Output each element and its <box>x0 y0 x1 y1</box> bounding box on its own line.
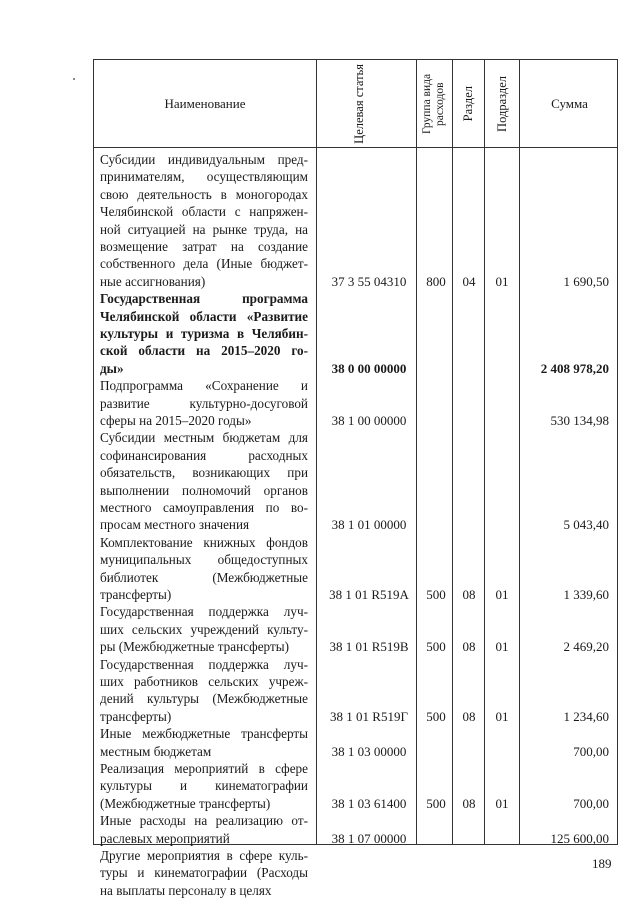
row-subsection: 01 <box>495 273 509 289</box>
row-name <box>100 603 308 655</box>
row-name-line: Субсидии индивидуальным пред- <box>100 152 308 167</box>
row-sum: 2 408 978,20 <box>540 360 609 376</box>
row-subsection: 01 <box>495 795 509 811</box>
row-name-line: Комплектование книжных фондов <box>100 534 308 550</box>
row-sum: 700,00 <box>573 743 609 759</box>
row-name-line: ших работников сельских учреж- <box>100 674 308 689</box>
row-name-line: трансферты) <box>100 587 172 603</box>
row-name <box>100 377 308 429</box>
row-name-line: Государственная поддержка луч- <box>100 656 308 672</box>
header-name-label: Наименование <box>164 96 246 111</box>
row-group: 500 <box>426 795 446 811</box>
row-code: 38 0 00 00000 <box>331 360 407 376</box>
row-name-line: на выплаты персоналу в целях <box>100 882 272 898</box>
row-section: 04 <box>462 273 476 289</box>
row-sum: 1 690,50 <box>563 273 609 289</box>
row-name <box>100 812 308 847</box>
row-name-line: трансферты) <box>100 708 172 724</box>
row-subsection: 01 <box>495 639 509 655</box>
row-name-line: Иные межбюджетные трансферты <box>100 726 308 742</box>
row-name-line: раслевых мероприятий <box>100 830 230 846</box>
row-name-line: выполнении полномочий органов <box>100 482 308 498</box>
row-name-line: (Межбюджетные трансферты) <box>100 795 271 811</box>
row-sum: 1 339,60 <box>563 586 609 602</box>
row-group: 500 <box>426 708 446 724</box>
table-row <box>94 847 617 899</box>
row-name <box>100 656 308 726</box>
table-row <box>94 290 617 377</box>
row-code: 38 1 03 61400 <box>331 795 407 811</box>
row-name-line: культуры и туризма в Челябин- <box>100 326 308 341</box>
row-sum: 1 234,60 <box>563 708 609 724</box>
row-group: 500 <box>426 586 446 602</box>
row-subsection: 01 <box>495 708 509 724</box>
row-name-line: принимателям, осуществляющим <box>100 169 308 185</box>
row-name-line: Другие мероприятия в сфере куль- <box>100 848 308 863</box>
row-sum: 5 043,40 <box>563 517 609 533</box>
table-row <box>94 812 617 847</box>
row-name-line: ры (Межбюджетные трансферты) <box>100 639 289 655</box>
header-group <box>417 60 452 148</box>
row-section: 08 <box>462 795 476 811</box>
row-code: 38 1 00 00000 <box>331 412 407 428</box>
row-sum: 2 469,20 <box>563 639 609 655</box>
table-row <box>94 377 617 429</box>
table-header <box>94 60 617 148</box>
row-name-line: сферы на 2015–2020 годы» <box>100 413 252 428</box>
row-section: 08 <box>462 708 476 724</box>
row-code: 38 1 03 00000 <box>331 743 407 759</box>
row-name-line: Государственная программа <box>100 291 308 307</box>
page-number: 189 <box>592 856 612 871</box>
header-section <box>453 60 484 148</box>
row-name-line: местным бюджетам <box>100 743 212 759</box>
row-name-line: софинансирования расходных <box>100 447 308 463</box>
row-code: 38 1 01 R519А <box>329 586 409 602</box>
header-section-label: Раздел <box>461 86 475 122</box>
scan-speck <box>73 78 75 80</box>
row-name-line: Челябинской области с напряжен- <box>100 204 308 220</box>
table-row <box>94 760 617 812</box>
header-subsection-label: Подраздел <box>494 76 509 132</box>
row-name-line: Челябинской области «Развитие <box>100 308 308 324</box>
header-name <box>94 60 316 148</box>
row-name-line: собственного дела (Иные бюджет- <box>100 256 308 272</box>
row-name-line: муниципальных общедоступных <box>100 552 308 568</box>
header-sum <box>520 60 619 148</box>
row-code: 38 1 07 00000 <box>331 830 407 846</box>
row-name-line: развитие культурно-досуговой <box>100 395 308 411</box>
header-code-label: Целевая статья <box>351 64 366 144</box>
row-name-line: туры и кинематографии (Расходы <box>100 865 308 881</box>
row-code: 37 3 55 04310 <box>331 273 407 289</box>
row-sum: 700,00 <box>573 795 609 811</box>
row-name-line: культуры и кинематографии <box>100 778 308 794</box>
row-name-line: Иные расходы на реализацию от- <box>100 813 308 829</box>
row-section: 08 <box>462 639 476 655</box>
row-sum: 125 600,00 <box>550 830 609 846</box>
table-row <box>94 429 617 533</box>
row-name-line: ших сельских учреждений культу- <box>100 621 308 637</box>
row-name-line: возмещение затрат на создание <box>100 239 308 255</box>
row-group: 500 <box>426 639 446 655</box>
row-name <box>100 847 308 899</box>
row-name <box>100 725 308 760</box>
row-name-line: дений культуры (Межбюджетные <box>100 691 308 707</box>
row-name-line: Субсидии местным бюджетам для <box>100 430 308 446</box>
row-name-line: ды» <box>100 360 124 376</box>
row-name-line: обязательств, возникающих при <box>100 465 308 481</box>
table-row <box>94 725 617 760</box>
header-sum-label: Сумма <box>551 96 588 111</box>
row-name-line: ные ассигнования) <box>100 273 206 289</box>
row-name <box>100 290 308 377</box>
table-row <box>94 603 617 655</box>
row-code: 38 1 01 00000 <box>331 517 407 533</box>
row-subsection: 01 <box>495 586 509 602</box>
table-row <box>94 656 617 726</box>
row-name <box>100 760 308 812</box>
row-name-line: Реализация мероприятий в сфере <box>100 761 308 776</box>
row-name-line: Подпрограмма «Сохранение и <box>100 378 308 394</box>
row-section: 08 <box>462 586 476 602</box>
table-row <box>94 151 617 290</box>
row-group: 800 <box>426 273 446 289</box>
header-subsection <box>485 60 519 148</box>
header-code <box>317 60 416 148</box>
row-name-line: ской области на 2015–2020 го- <box>100 343 308 359</box>
row-name-line: просам местного значения <box>100 517 250 533</box>
row-name-line: Государственная поддержка луч- <box>100 604 308 620</box>
row-sum: 530 134,98 <box>550 412 609 428</box>
header-group-label: Группа вида расходов <box>420 73 446 135</box>
row-code: 38 1 01 R519В <box>329 639 409 655</box>
table-row <box>94 534 617 604</box>
row-code: 38 1 01 R519Г <box>330 708 408 724</box>
row-name <box>100 151 308 290</box>
row-name-line: ной ситуацией на рынке труда, на <box>100 221 308 237</box>
row-name <box>100 534 308 604</box>
row-name-line: свою деятельность в моногородах <box>100 186 308 202</box>
row-name <box>100 429 308 533</box>
row-name-line: местного самоуправления по во- <box>100 500 308 516</box>
row-name-line: библиотек (Межбюджетные <box>100 569 308 585</box>
